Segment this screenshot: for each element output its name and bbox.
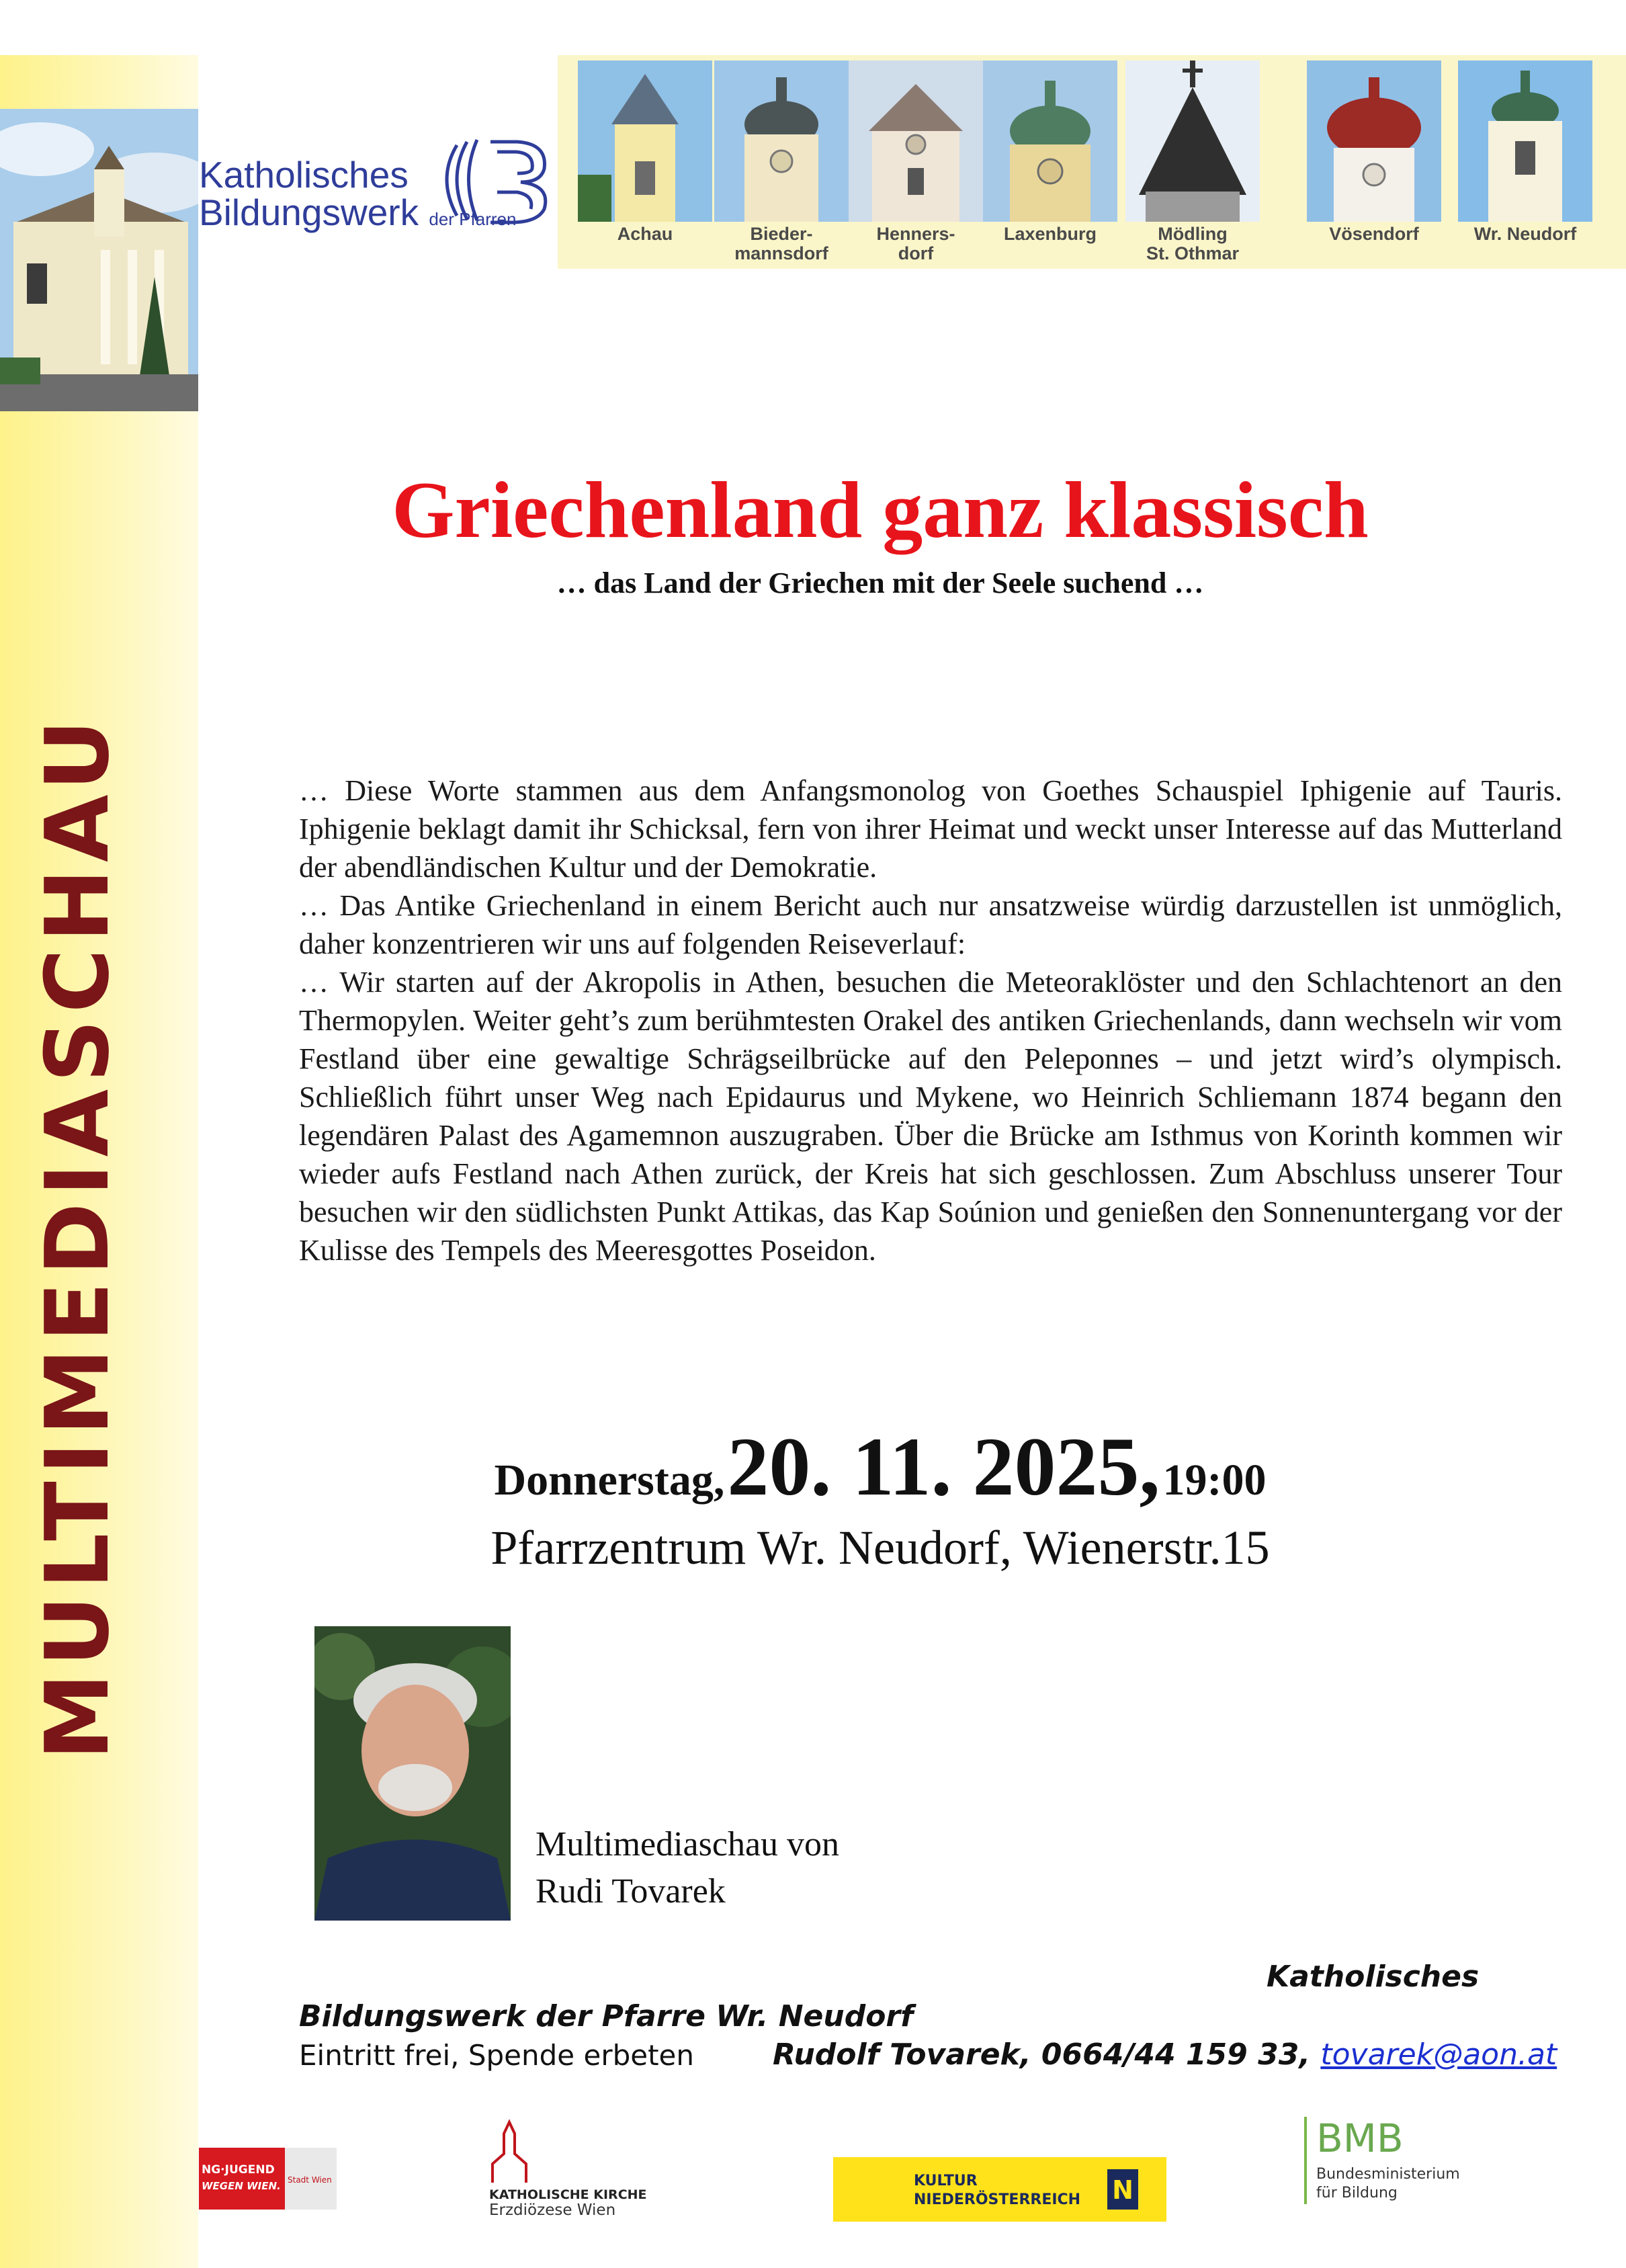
description-text [299,771,1562,1269]
parish-label-wr-neudorf: Wr. Neudorf [1473,224,1577,244]
bmb-logo [1300,2110,1502,2211]
jugend-logo-text-1: NG·JUGEND [202,2163,275,2177]
parish-tower-moedling [1125,60,1260,222]
bmb-logo-line-2: für Bildung [1316,2185,1398,2201]
stadt-wien-text: Stadt Wien [288,2175,332,2185]
speaker-name: Rudi Tovarek [536,1872,726,1910]
jugend-stadt-wien-logo [199,2148,337,2210]
paragraph-1: … Diese Worte stammen aus dem Anfangsmonolog von Goethes Schauspiel Iphigenie auf Tauris. Iphigenie beklagt damit ihr Schicksal, fern von ihrer Heimat und weckt unser Interesse auf das Mutterland der abendländischen Kultur und der Demokratie. [299,774,1562,884]
parish-label-laxenburg: Laxenburg [1003,224,1097,244]
kultur-niederoesterreich-logo [833,2157,1166,2222]
katholische-kirche-logo [482,2117,664,2218]
bmb-logo-mark: BMB [1316,2115,1404,2161]
page-title: Griechenland ganz klassisch [392,465,1369,554]
event-date: 20. 11. 2025, [727,1421,1160,1513]
bmb-logo-line-1: Bundesministerium [1316,2166,1460,2183]
parish-label-biedermannsdorf: Bieder- mannsdorf [734,224,828,263]
contact-email-link[interactable]: tovarek@aon.at [1320,2038,1557,2072]
paragraph-2: … Das Antike Griechenland in einem Bericht auch nur ansatzweise würdig darzustellen ist unmöglich, daher konzentrieren wir uns auf folgenden Reiseverlauf: [299,889,1562,960]
parish-tower-biedermannsdorf [714,60,849,222]
church-photo [0,109,198,411]
kultur-logo-badge: N [1112,2175,1133,2205]
vertical-title: MULTIMEDIASCHAU [26,712,128,1761]
footer-entry-note: Eintritt frei, Spende erbeten [299,2039,695,2072]
event-weekday: Donnerstag, [494,1456,725,1505]
kultur-logo-line-2: NIEDERÖSTERREICH [914,2191,1081,2208]
paragraph-3: … Wir starten auf der Akropolis in Athen, besuchen die Meteoraklöster und den Schlachtenort an den Thermopylen. Weiter geht’s zum berühmtesten Orakel des antiken Griechenlands, dann wechseln wir vom Festland über eine gewaltige Schrägseilbrücke auf den Peleponnes – und jetzt wird’s olympisch. Schließlich führt unser Weg nach Epidaurus und Mykene, wo Heinrich Schliemann 1874 begann den legendären Palast des Agamemnon auszugraben. Über die Brücke am Isthmus von Korinth kommen wir wieder aufs Festland nach Athen zurück, der Kreis hat sich geschlossen. Zum Abschluss unserer Tour besuchen wir den südlichsten Punkt Attikas, das Kap Soúnion und genießen den Sonnenuntergang vor der Kulisse des Tempels des Meeresgottes Poseidon. [299,966,1562,1267]
parish-label-hennersdorf: Henners- dorf [876,224,955,263]
bildungswerk-logo-icon [430,132,564,233]
event-datetime [202,1419,1559,1515]
event-venue: Pfarrzentrum Wr. Neudorf, Wienerstr.15 [490,1521,1270,1574]
kirche-logo-line-2: Erzdiözese Wien [489,2201,616,2218]
contact-name-phone: Rudolf Tovarek, 0664/44 159 33, [773,2038,1311,2072]
footer-org-line-2: Bildungswerk der Pfarre Wr. Neudorf [299,1999,914,2033]
speaker-portrait [314,1626,511,1921]
speaker-caption [536,1821,839,1915]
parish-label-voesendorf: Vösendorf [1329,224,1419,244]
parish-label-moedling: Mödling St. Othmar [1146,224,1240,263]
event-time: 19:00 [1162,1456,1267,1505]
logo-line-2: Bildungswerk [199,192,419,233]
parish-tower-achau [578,60,712,222]
parish-tower-hennersdorf [849,60,983,222]
footer-org-line-1: Katholisches [1267,1960,1480,1994]
logo-suffix: der Pfarren [429,209,517,229]
page-subtitle: … das Land der Griechen mit der Seele suchend … [556,566,1204,599]
kultur-logo-line-1: KULTUR [914,2173,978,2189]
parish-tower-strip [558,55,1626,269]
parish-label-achau: Achau [617,224,673,244]
parish-tower-voesendorf [1307,60,1441,222]
logo-line-1: Katholisches [199,154,409,196]
kirche-logo-line-1: KATHOLISCHE KIRCHE [489,2187,647,2202]
footer-contact [773,2038,1557,2072]
jugend-logo-text-2: WEGEN WIEN. [202,2180,281,2192]
parish-tower-laxenburg [983,60,1117,222]
speaker-caption-line-1: Multimediaschau von [536,1825,840,1863]
parish-tower-wr-neudorf [1458,60,1592,222]
